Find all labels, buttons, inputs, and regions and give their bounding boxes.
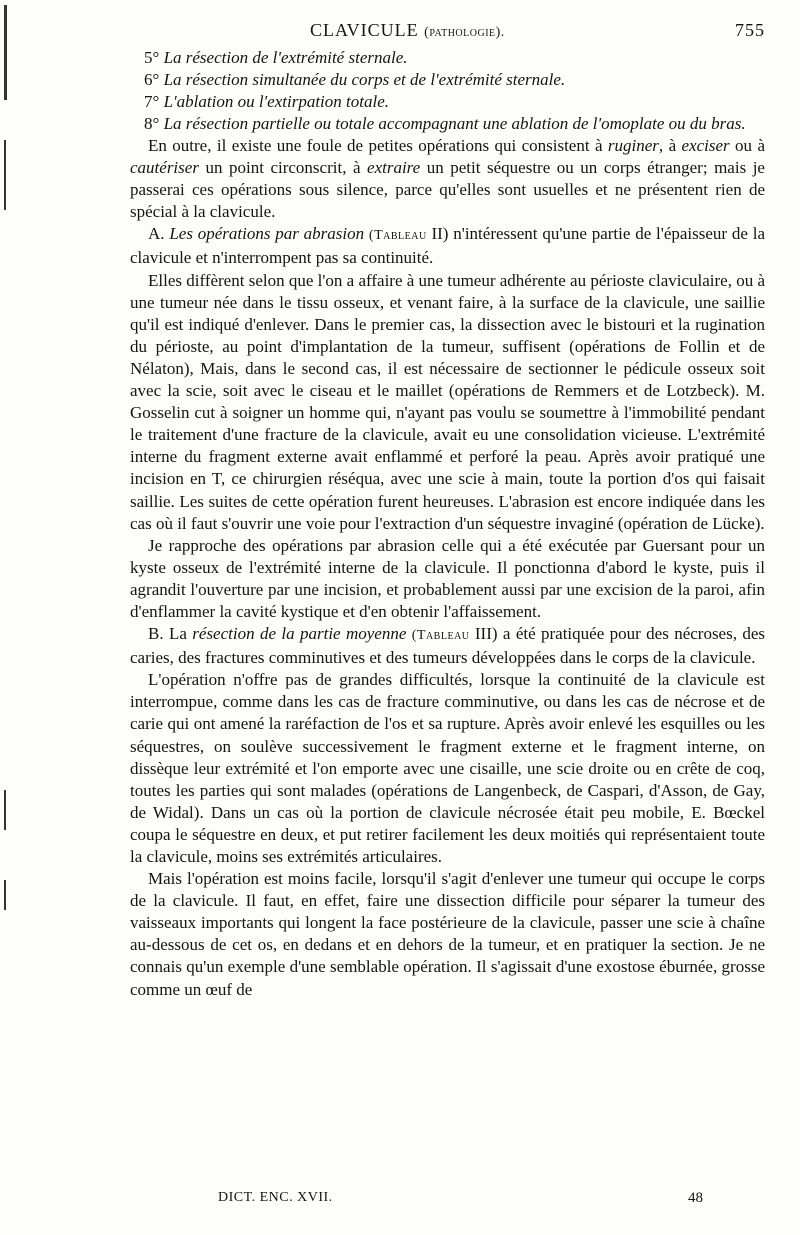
paragraph: A. Les opérations par abrasion (Tableau II) n'intéressent qu'une partie de l'épaisseur de la clavicule et n'interrompent pas sa continuité.	[130, 224, 765, 268]
margin-mark	[4, 790, 6, 830]
header-title	[310, 20, 505, 41]
running-header	[130, 20, 765, 41]
page-footer	[218, 1190, 703, 1207]
paragraph: En outre, il existe une foule de petites opérations qui consistent à ruginer, à exciser ou à cautériser un point circonscrit, à extraire un petit séquestre ou un corps étranger; mais je passerai ces opérations sous silence, parce qu'elles sont usuelles et ne présentent rien de spécial à la clavicule.	[130, 136, 765, 222]
footer-signature: DICT. ENC. XVII.	[218, 1190, 333, 1205]
header-title-text: CLAVICULE	[310, 20, 419, 40]
paragraph: L'opération n'offre pas de grandes difficultés, lorsque la continuité de la clavicule est interrompue, comme dans les cas de fracture comminutive, ou dans les cas de nécrose et de carie qui ont amené la raréfaction de l'os et sa rupture. Après avoir enlevé les esquilles ou les séquestres, on soulève successivement le fragment externe et le fragment interne, on dissèque leur extrémité et l'on emporte avec une cisaille, une scie droite ou en crête de coq, toutes les parties qui sont malades (opérations de Langenbeck, de Caspari, d'Asson, de Gay, de Widal). Dans un cas où la portion de clavicule nécrosée était peu mobile, E. Bœckel coupa le séquestre en deux, et put retirer facilement les deux moitiés qui représentaient toute la clavicule, moins ses extrémités articulaires.	[130, 670, 765, 866]
header-subtitle: (pathologie).	[424, 25, 505, 40]
page-body	[130, 20, 765, 1001]
list-item: 5° La résection de l'extrémité sternale.	[144, 48, 408, 67]
margin-mark	[4, 880, 6, 910]
list-item: 7° L'ablation ou l'extirpation totale.	[144, 92, 389, 111]
list-item: 8° La résection partielle ou totale accompagnant une ablation de l'omoplate ou du bras.	[144, 114, 746, 133]
page-number: 755	[735, 20, 765, 40]
footer-sheet-number: 48	[688, 1190, 703, 1206]
paragraph: Elles diffèrent selon que l'on a affaire à une tumeur adhérente au périoste claviculaire, ou à une tumeur née dans le tissu osseux, et venant faire, à la surface de la clavicule, une saillie qu'il est indiqué d'enlever. Dans le premier cas, la dissection avec le bistouri et la rugination du périoste, au point d'implantation de la tumeur, suffisent (opérations de Follin et de Nélaton), Mais, dans le second cas, il est nécessaire de sectionner le pédicule osseux soit avec la scie, soit avec le ciseau et le maillet (opérations de Remmers et de Lotzbeck). M. Gosselin cut à soigner un homme qui, n'ayant pas voulu se soumettre à l'immobilité pendant le traitement d'une fracture de la clavicule, avait eu une consolidation vicieuse. L'extrémité interne du fragment externe avait enflammé et perforé la peau. Après avoir pratiqué une incision en T, ce chirurgien réséqua, avec une scie à main, toute la portion d'os qui faisait saillie. Les suites de cette opération furent heureuses. L'abrasion est encore indiquée dans les cas où il faut s'ouvrir une voie pour l'extraction d'un séquestre invaginé (opération de Lücke).	[130, 270, 765, 533]
paragraph: Je rapproche des opérations par abrasion celle qui a été exécutée par Guersant pour un kyste osseux de l'extrémité interne de la clavicule. Il ponctionna d'abord le kyste, puis il agrandit l'ouverture par une incision, et probablement aussi par une excision de la paroi, afin d'enflammer la cavité kystique et d'en obtenir l'affaissement.	[130, 535, 765, 621]
margin-mark	[4, 140, 6, 210]
paragraph: Mais l'opération est moins facile, lorsqu'il s'agit d'enlever une tumeur qui occupe le corps de la clavicule. Il faut, en effet, faire une dissection difficile pour séparer la tumeur des vaisseaux importants qui longent la face postérieure de la clavicule, passer une scie à chaîne au-dessous de cet os, en dedans et en dehors de la tumeur, et en pratiquer la section. Je ne connais qu'un exemple d'une semblable opération. Il s'agissait d'une exostose éburnée, grosse comme un œuf de	[130, 869, 765, 999]
paragraph: B. La résection de la partie moyenne (Tableau III) a été pratiquée pour des nécroses, des caries, des fractures comminutives et des tumeurs développées dans le corps de la clavicule.	[130, 624, 766, 668]
list-item: 6° La résection simultanée du corps et de l'extrémité sternale.	[144, 70, 566, 89]
margin-mark	[4, 5, 7, 100]
